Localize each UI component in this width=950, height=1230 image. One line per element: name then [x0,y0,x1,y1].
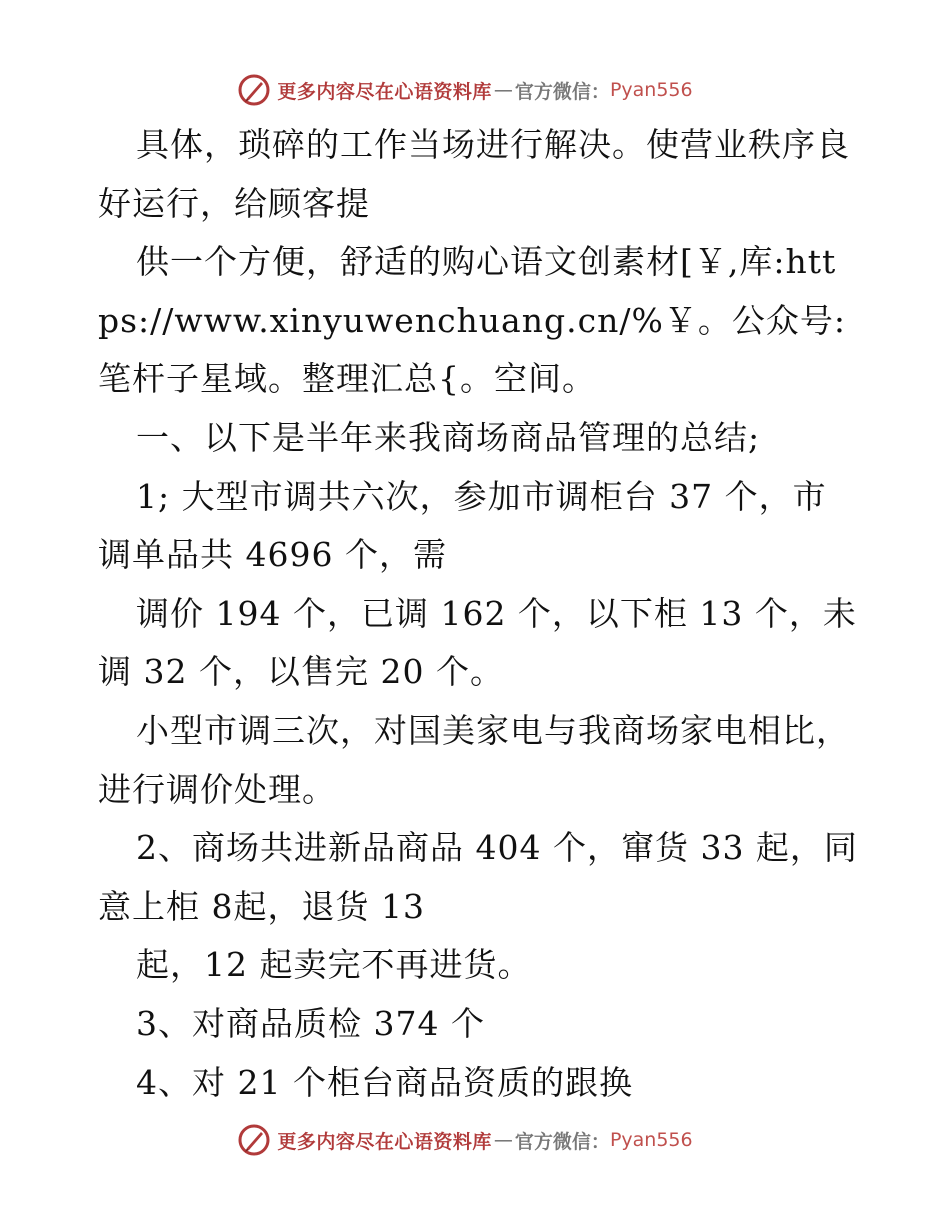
paragraph-6: 小型市调三次，对国美家电与我商场家电相比，进行调价处理。 [98,710,850,809]
header-official-label: 官方微信： [514,80,610,103]
header-banner [0,70,950,110]
paragraph-3: 一、以下是半年来我商场商品管理的总结; [136,417,761,457]
footer-banner [0,1120,950,1160]
quill-logo-icon [237,73,271,107]
quill-logo-icon [237,1123,271,1157]
paragraph-7: 2、商场共进新品商品 404 个，窜货 33 起，同意上柜 8起，退货 13 [98,828,858,926]
paragraph-4: 1; 大型市调共六次，参加市调柜台 37 个，市调单品共 4696 个，需 [98,476,827,575]
footer-wechat-id: Pyan556 [609,1129,693,1151]
paragraph-9: 3、对商品质检 374 个 [136,1003,485,1043]
footer-promo-text: 更多内容尽在心语资料库 [277,1130,492,1153]
footer-official-label: 官方微信： [514,1130,610,1153]
header-wechat-id: Pyan556 [609,79,693,101]
paragraph-1: 具体，琐碎的工作当场进行解决。使营业秩序良好运行，给顾客提 [98,125,850,223]
header-promo-text: 更多内容尽在心语资料库 [277,80,492,103]
paragraph-10: 4、对 21 个柜台商品资质的跟换 [136,1062,633,1102]
paragraph-5: 调价 194 个，已调 162 个，以下柜 13 个，未调 32 个，以售完 20 个。 [98,593,857,692]
header-dash: — [493,79,513,101]
footer-dash: — [493,1129,513,1151]
paragraph-8: 起，12 起卖完不再进货。 [136,945,532,985]
paragraph-2: 供一个方便，舒适的购心语文创素材[￥,库:https://www.xinyuwenchuang.cn/%￥。公众号:笔杆子星域。整理汇总{。空间。 [98,242,846,399]
document-body [98,116,858,1112]
